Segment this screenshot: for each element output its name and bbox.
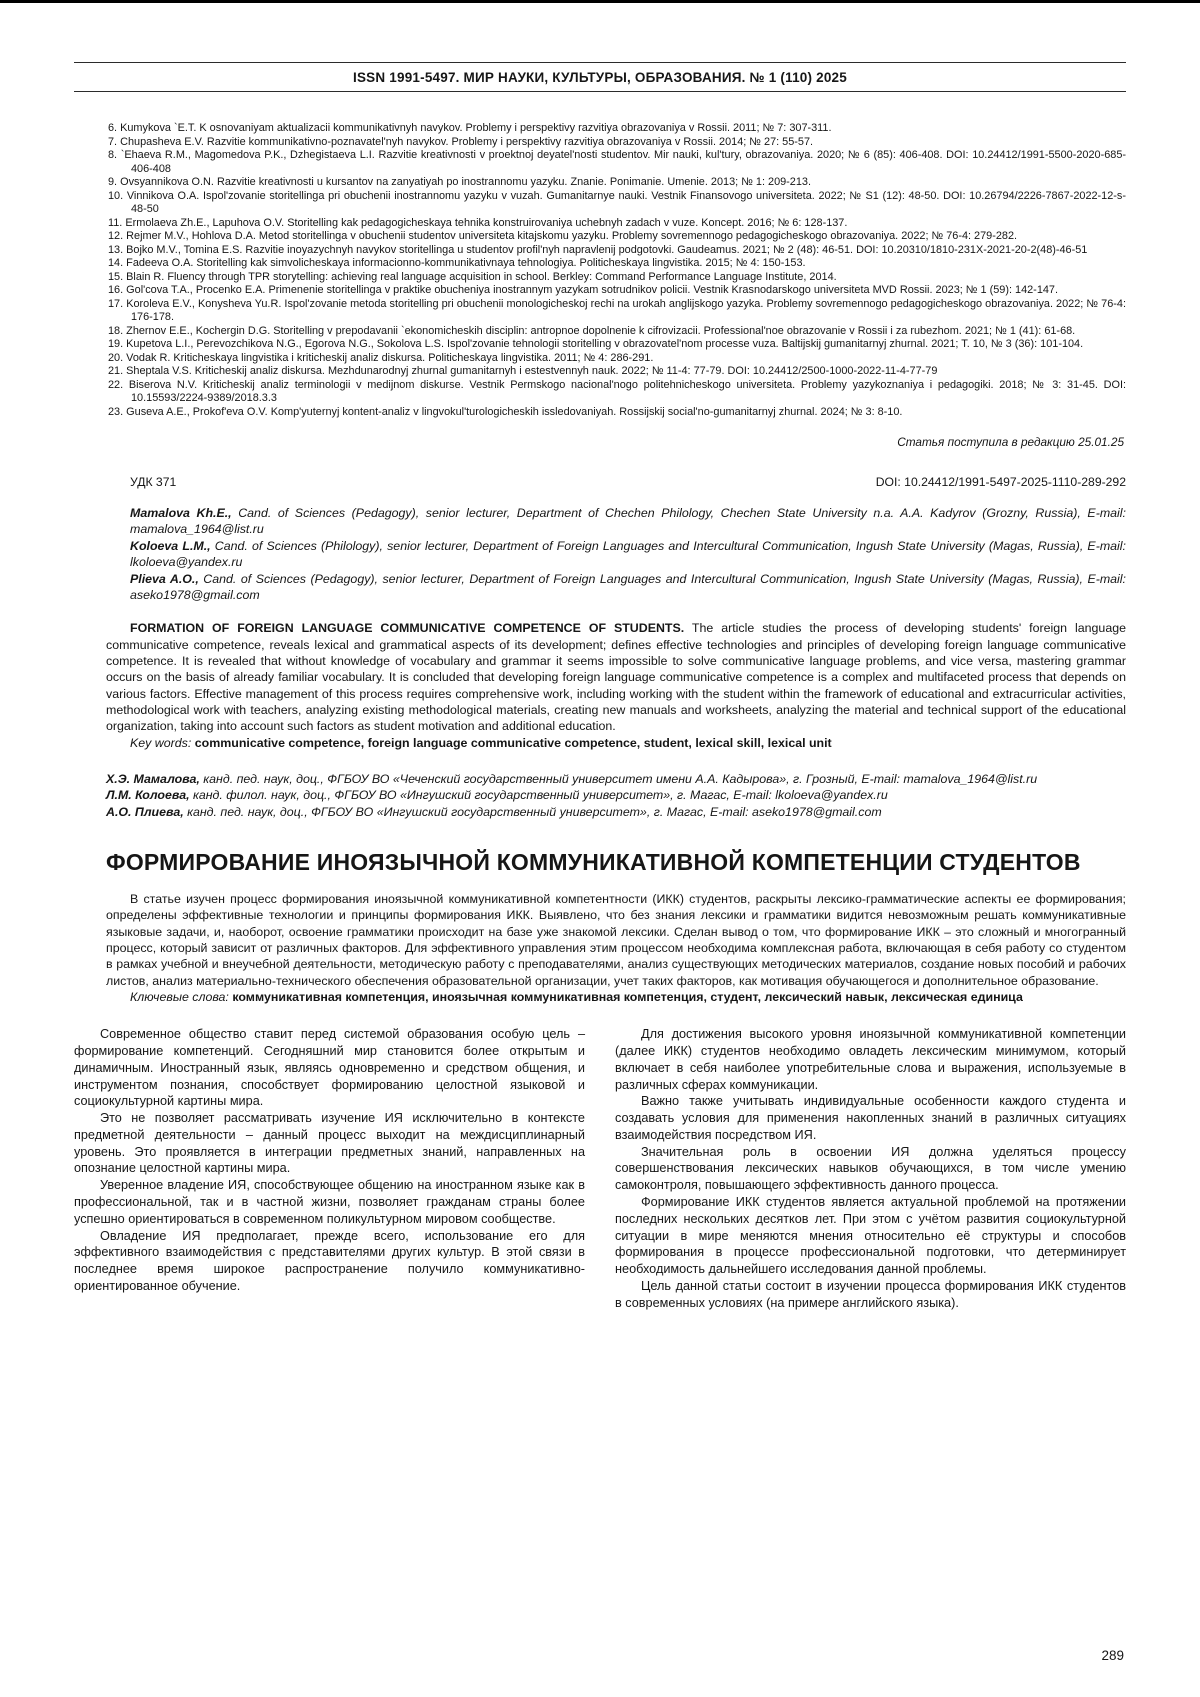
reference-item: 8. `Ehaeva R.M., Magomedova P.K., Dzhegistaeva L.I. Razvitie kreativnosti v proektnoj deyatel'nosti studentov. Mir nauki, kul'tury, obrazovaniya. 2020; № 6 (85): 406-408. DOI: 10.24412/1991-5500-2020-685-406-408 xyxy=(108,149,1126,175)
keywords-ru xyxy=(106,989,1126,1005)
body-paragraph: Важно также учитывать индивидуальные особенности каждого студента и создавать условия для применения накопленных знаний в различных ситуациях взаимодействия посредством ИЯ. xyxy=(615,1094,1126,1142)
article-body xyxy=(74,1026,1126,1312)
journal-header xyxy=(74,62,1126,92)
reference-item: 16. Gol'cova T.A., Procenko E.A. Primenenie storitellinga v praktike obucheniya inostrannym yazykam sotrudnikov policii. Vestnik Krasnodarskogo universiteta MVD Rossii. 2023; № 1 (59): 142-147. xyxy=(108,284,1059,296)
reference-item: 17. Koroleva E.V., Konysheva Yu.R. Ispol'zovanie metoda storitelling pri obuchenii monologicheskoj rechi na urokah anglijskogo yazyka. Problemy sovremennogo pedagogicheskogo obrazovaniya. 2022; № 76-4: 176-178. xyxy=(108,297,1126,323)
author-entry: Plieva A.O., Cand. of Sciences (Pedagogy), senior lecturer, Department of Foreign Languages and Intercultural Communication, Ingush State University (Magas, Russia), E-mail: aseko1978@gmail.com xyxy=(130,571,1126,603)
doi-label: DOI: 10.24412/1991-5497-2025-1110-289-292 xyxy=(875,475,1126,489)
authors-ru-block xyxy=(74,771,1126,820)
author-entry: Koloeva L.M., Cand. of Sciences (Philology), senior lecturer, Department of Foreign Languages and Intercultural Communication, Ingush State University (Magas, Russia), E-mail: lkoloeva@yandex.ru xyxy=(130,538,1126,570)
reference-item: 7. Chupasheva E.V. Razvitie kommunikativno-poznavatel'nyh navykov. Problemy i perspektivy razvitiya obrazovaniya v Rossii. 2014; № 27: 55-57. xyxy=(108,135,814,148)
received-note: Статья поступила в редакцию 25.01.25 xyxy=(897,435,1124,449)
body-paragraph: Овладение ИЯ предполагает, прежде всего, использование его для эффективного взаимодействия с представителями других культур. В этой связи в последнее время широкое распространение получило коммуникативно-ориентированное обучение. xyxy=(74,1228,585,1294)
body-paragraph: Для достижения высокого уровня иноязычной коммуникативной компетенции (далее ИКК) студентов необходимо овладеть лексическим минимумом, который включает в себя наиболее употребительные слова и выражения, используемые в различных сферах коммуникации. xyxy=(615,1027,1126,1092)
body-paragraph: Современное общество ставит перед системой образования особую цель – формирование компетенций. Сегодняшний мир становится более открытым и динамичным. Иностранный язык, являясь одновременно и средством общения, и инструментом познания, способствует формированию целостной языковой и социокультурной картины мира. xyxy=(74,1027,585,1109)
body-paragraph: Это не позволяет рассматривать изучение ИЯ исключительно в контексте предметной деятельности – данный процесс выходит на междисциплинарный уровень. Это проявляется в интеграции предметных знаний, направленных на опознание целостной картины мира. xyxy=(74,1111,585,1176)
keywords-en xyxy=(106,735,1126,751)
reference-item: 14. Fadeeva O.A. Storitelling kak simvolicheskaya informacionno-kommunikativnaya tehnologiya. Politicheskaya lingvistika. 2015; № 4: 150-153. xyxy=(108,257,806,269)
keywords-ru-text: коммуникативная компетенция, иноязычная коммуникативная компетенция, студент, лексический навык, лексическая единица xyxy=(232,989,1023,1004)
reference-item: 6. Kumykova `E.T. K osnovaniyam aktualizacii kommunikativnyh navykov. Problemy i perspektivy razvitiya obrazovaniya v Rossii. 2011; № 7: 307-311. xyxy=(108,122,832,134)
body-paragraph: Формирование ИКК студентов является актуальной проблемой на протяжении последних нескольких десятков лет. При этом с учётом развития социокультурной ситуации в мире меняются мнения относительно её структуры и способов формирования в процессе профессиональной подготовки, что детерминирует необходимость дальнейшего исследования данной проблемы. xyxy=(615,1195,1126,1277)
abstract-ru-paragraph: В статье изучен процесс формирования иноязычной коммуникативной компетентности (ИКК) студентов, раскрыты лексико-грамматические аспекты ее формирования; определены эффективные технологии и принципы формирования ИКК. Выявлено, что без знания лексики и грамматики видится невозможным решать коммуникативные языковые задачи, и, наоборот, освоение грамматики происходит на базе уже знакомой лексики. Сделан вывод о том, что формирование ИКК – это сложный и многогранный процесс, который зависит от различных факторов. Для эффективного управления этим процессом необходима комплексная работа, включающая в себя работу со студентом в рамках учебной и внеучебной деятельности, методическую работу с преподавателями, анализ существующих методических материалов, создание новых пособий и рабочих листов, анализ материально-технического обеспечения образовательной организации, учет таких факторов, как мотивация обучающегося и дополнительное образование. xyxy=(106,892,1126,988)
udc-label: УДК 371 xyxy=(130,475,177,489)
page-number: 289 xyxy=(1101,1648,1124,1663)
author-name: Plieva A.O., xyxy=(130,571,199,586)
reference-item: 23. Guseva A.E., Prokof'eva O.V. Komp'yuternyj kontent-analiz v lingvokul'turologicheskih issledovaniyah. Rossijskij social'no-gumanitarnyj zhurnal. 2024; № 3: 8-10. xyxy=(108,405,903,418)
reference-item: 20. Vodak R. Kriticheskaya lingvistika i kriticheskij analiz diskursa. Politicheskaya lingvistika. 2011; № 4: 286-291. xyxy=(108,351,654,364)
reference-item: 10. Vinnikova O.A. Ispol'zovanie storitellinga pri obuchenii inostrannomu yazyku v vuzah. Gumanitarnye nauki. Vestnik Finansovogo universiteta. 2022; № S1 (12): 48-50. DOI: 10.26794/2226-7867-2022-12-s-48-50 xyxy=(108,189,1126,215)
abstract-en-body: The article studies the process of developing students' foreign language communicative competence, reveals lexical and grammatical aspects of its development; defines effective technologies and principles of developing foreign language communicative competence. It is revealed that without knowledge of vocabulary and grammar it seems impossible to solve communicative language problems, and vice versa, mastering grammar occurs on the basis of already familiar vocabulary. It is concluded that developing foreign language communicative competence is a complex and multifaceted process that depends on various factors. Effective management of this process requires comprehensive work, including working with the student within the framework of educational and extracurricular activities, methodological work with teachers, analyzing existing methodological materials, creating new manuals and worksheets, analyzing the material and technical support of the educational organization, taking into account such factors as student motivation and additional education. xyxy=(106,621,1126,734)
keywords-en-label: Key words: xyxy=(130,735,192,750)
author-name: А.О. Плиева, xyxy=(106,804,184,819)
reference-item: 19. Kupetova L.I., Perevozchikova N.G., Egorova N.G., Sokolova L.S. Ispol'zovanie tehnologii storitelling v obrazovatel'nom processe vuza. Baltijskij gumanitarnyj zhurnal. 2021; T. 10, № 3 (36): 101-104. xyxy=(108,338,1084,350)
reference-item: 12. Rejmer M.V., Hohlova D.A. Metod storitellinga v obuchenii studentov universiteta kitajskomu yazyku. Problemy sovremennogo pedagogicheskogo obrazovaniya. 2022; № 76-4: 279-282. xyxy=(108,230,1018,242)
reference-item: 15. Blain R. Fluency through TPR storytelling: achieving real language acquisition in school. Berkley: Command Performance Language Institute, 2014. xyxy=(108,270,837,283)
author-name: Mamalova Kh.E., xyxy=(130,506,232,520)
body-paragraph: Уверенное владение ИЯ, способствующее общению на иностранном языке как в профессиональной, так и в частной жизни, позволяет гражданам страны более успешно ориентироваться в современном поликультурном мировом сообществе. xyxy=(74,1178,585,1226)
reference-item: 21. Sheptala V.S. Kriticheskij analiz diskursa. Mezhdunarodnyj zhurnal gumanitarnyh i estestvennyh nauk. 2022; № 11-4: 77-79. DOI: 10.24412/2500-1000-2022-11-4-77-79 xyxy=(108,365,938,377)
author-name: Л.М. Колоева, xyxy=(106,788,190,803)
reference-item: 11. Ermolaeva Zh.E., Lapuhova O.V. Storitelling kak pedagogicheskaya tehnika konstruirovaniya uchebnyh zadach v vuze. Koncept. 2016; № 6: 128-137. xyxy=(108,216,848,229)
reference-item: 22. Biserova N.V. Kriticheskij analiz terminologii v medijnom diskurse. Vestnik Permskogo nacional'nogo politehnicheskogo universiteta. Problemy yazykoznaniya i pedagogiki. 2018; № 3: 31-45. DOI: 10.15593/2224-9389/2018.3.3 xyxy=(108,378,1126,404)
keywords-en-text: communicative competence, foreign language communicative competence, student, lexical skill, lexical unit xyxy=(194,735,832,750)
column-left xyxy=(74,1026,585,1312)
author-name: Koloeva L.M., xyxy=(130,538,211,553)
author-entry: Л.М. Колоева, канд. филол. наук, доц., ФГБОУ ВО «Ингушский государственный университет», г. Магас, E-mail: lkoloeva@yandex.ru xyxy=(106,788,888,803)
keywords-ru-label: Ключевые слова: xyxy=(130,989,229,1004)
references-list xyxy=(74,122,1126,419)
reference-item: 18. Zhernov E.E., Kochergin D.G. Storitelling v prepodavanii `ekonomicheskih disciplin: antropnoe dopolnenie k cifrovizacii. Professional'noe obrazovanie v Rossii i za rubezhom. 2021; № 1 (41): 61-68. xyxy=(108,324,1076,337)
header-rule-bottom xyxy=(74,91,1126,92)
abstract-ru-block xyxy=(106,891,1126,1005)
column-right xyxy=(615,1026,1126,1312)
author-name: Х.Э. Мамалова, xyxy=(106,771,200,786)
author-entry: Х.Э. Мамалова, канд. пед. наук, доц., ФГБОУ ВО «Чеченский государственный университет имени А.А. Кадырова», г. Грозный, E-mail: mamalova_1964@list.ru xyxy=(106,771,1038,786)
abstract-en-block xyxy=(106,620,1126,750)
journal-issn-line: ISSN 1991-5497. МИР НАУКИ, КУЛЬТУРЫ, ОБРАЗОВАНИЯ. № 1 (110) 2025 xyxy=(353,70,847,85)
article-title: ФОРМИРОВАНИЕ ИНОЯЗЫЧНОЙ КОММУНИКАТИВНОЙ КОМПЕТЕНЦИИ СТУДЕНТОВ xyxy=(106,849,1081,876)
body-paragraph: Цель данной статьи состоит в изучении процесса формирования ИКК студентов в современных условиях (на примере английского языка). xyxy=(615,1279,1126,1310)
reference-item: 13. Bojko M.V., Tomina E.S. Razvitie inoyazychnyh navykov storitellinga u studentov profil'nyh napravlenij podgotovki. Gaudeamus. 2021; № 2 (48): 46-51. DOI: 10.20310/1810-231X-2021-20-2(48)-46-51 xyxy=(108,243,1088,256)
body-paragraph: Значительная роль в освоении ИЯ должна уделяться процессу совершенствования лексических навыков обучающихся, в том числе умению самоконтроля, повышающего эффективность данного процесса. xyxy=(615,1144,1126,1193)
author-entry: Mamalova Kh.E., Cand. of Sciences (Pedagogy), senior lecturer, Department of Chechen Philology, Chechen State University n.a. A.A. Kadyrov (Grozny, Russia), E-mail: mamalova_1964@list.ru xyxy=(130,506,1126,537)
authors-en-block xyxy=(74,505,1126,603)
abstract-en-title: FORMATION OF FOREIGN LANGUAGE COMMUNICATIVE COMPETENCE OF STUDENTS. xyxy=(130,621,685,636)
abstract-en-paragraph xyxy=(106,620,1126,734)
page-top-edge xyxy=(0,0,1200,3)
reference-item: 9. Ovsyannikova O.N. Razvitie kreativnosti u kursantov na zanyatiyah po inostrannomu yazyku. Znanie. Ponimanie. Umenie. 2013; № 1: 209-213. xyxy=(108,176,811,188)
author-entry: А.О. Плиева, канд. пед. наук, доц., ФГБОУ ВО «Ингушский государственный университет», г. Магас, E-mail: aseko1978@gmail.com xyxy=(106,804,882,819)
meta-row xyxy=(74,475,1126,489)
